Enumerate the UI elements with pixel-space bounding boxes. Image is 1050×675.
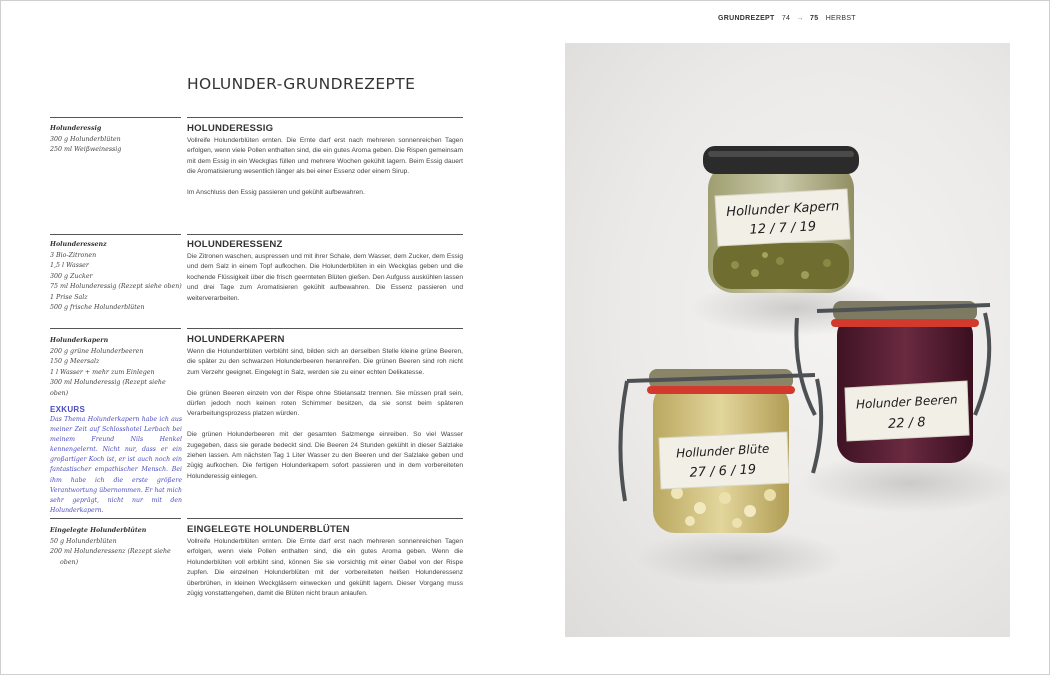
ingredient-title: Eingelegte Holunderblüten <box>50 527 147 534</box>
jar-label-text: 12 / 7 / 19 <box>749 219 817 238</box>
recipe-paragraph: Die Zitronen waschen, auspressen und mit ihrer Schale, dem Wasser, dem Zucker, dem Essig und dem Salz in einem Topf aufkochen. Die Holunderblüten in ein Weckglas geben und die kochende Flüssigkeit über die frisch geernteten Blüten gießen. Den Aufguss auskühlen lassen und drei Tage zum Aromatisieren gekühlt aufbewahren. Die Essenz passieren und weiterverarbeiten. <box>187 253 463 302</box>
ingredient-line: 1 l Wasser + mehr zum Einlegen <box>50 368 155 376</box>
ingredient-title: Holunderkapern <box>50 337 109 344</box>
divider <box>50 328 181 329</box>
divider <box>187 328 463 329</box>
page-title: HOLUNDER-GRUNDREZEPTE <box>187 75 416 93</box>
ingredient-line: 1,5 l Wasser <box>50 262 89 269</box>
divider <box>187 234 463 235</box>
divider <box>187 518 463 519</box>
recipe-title: HOLUNDERKAPERN <box>187 334 285 345</box>
ingredient-line: 300 g Zucker <box>50 272 93 280</box>
recipe-holunderessenz <box>187 239 463 314</box>
recipe-paragraph: Wenn die Holunderblüten verblüht sind, bilden sich an derselben Stelle kleine grüne Beeren, die später zu den schwarzen Holunderbeeren heranreifen. Die grünen Beeren sind roh nicht zum Verzehr geeignet. Eingelegt in Salz, werden sie zu einer echten Delikatesse. <box>187 348 463 376</box>
recipe-title: EINGELEGTE HOLUNDERBLÜTEN <box>187 524 350 535</box>
jar-blossoms <box>620 369 821 533</box>
jar-lid <box>703 146 859 174</box>
jar-label-text: Holunder Beeren <box>855 392 958 412</box>
divider <box>50 234 181 235</box>
arrow-icon: → <box>796 15 804 22</box>
ingredient-title: Holunderessig <box>50 125 102 132</box>
ingredients-holunderessig <box>50 124 182 156</box>
ingredient-line: oben) <box>60 558 79 566</box>
jar-capers <box>703 146 859 293</box>
ingredient-line: 150 g Meersalz <box>50 358 100 365</box>
ingredient-line: 50 g Holunderblüten <box>50 537 117 545</box>
ingredient-line: 200 ml Holunderessenz (Rezept siehe <box>50 548 171 555</box>
section-label: GRUNDREZEPT <box>718 15 775 22</box>
jar-label <box>659 432 789 489</box>
ingredient-line: 200 g grüne Holunderbeeren <box>50 347 144 355</box>
recipe-paragraph: Vollreife Holunderblüten ernten. Die Ernte darf erst nach mehreren sonnenreichen Tagen erfolgen, wenn viele Pollen enthalten sind, die ein gutes Aroma geben. Die Rispen gemeinsam mit dem Essig in ein Weckglas füllen und mehrere Wochen gekühlt lagern. Beim Essig dauert die Aromatisierung wesentlich länger als bei einer Essenz oder einem Sirup. <box>187 137 463 176</box>
exkurs-box <box>50 405 182 516</box>
divider <box>50 518 181 519</box>
running-header <box>718 15 856 22</box>
recipe-paragraph: Die grünen Beeren einzeln von der Rispe ohne Stielansatz trennen. Sie müssen prall sein, dürfen jedoch noch keinen roten Schimmer besitzen, da sie sonst beim späteren Verarbeitungsprozess platzen würden. <box>187 389 463 418</box>
page-number-left: 74 <box>781 15 791 22</box>
jar-photo <box>565 43 1010 637</box>
ingredients-holunderessenz <box>50 240 182 314</box>
jar-label-text: 27 / 6 / 19 <box>689 462 757 481</box>
exkurs-title: EXKURS <box>50 405 86 414</box>
jar-label-text: Hollunder Kapern <box>725 199 840 220</box>
ingredient-line: 1 Prise Salz <box>50 293 88 301</box>
recipe-holunderkapern <box>187 334 463 493</box>
ingredients-eingelegte-holunderblueten <box>50 526 182 568</box>
divider <box>50 117 181 118</box>
ingredient-line: 250 ml Weißweinessig <box>50 146 122 153</box>
ingredients-holunderkapern <box>50 336 182 399</box>
ingredient-line: 75 ml Holunderessig (Rezept siehe oben) <box>50 283 182 290</box>
page-number-right: 75 <box>810 15 819 22</box>
shadow <box>635 530 845 586</box>
jars-illustration <box>565 43 1010 637</box>
jar-label-text: Hollunder Blüte <box>675 441 770 461</box>
exkurs-text: Das Thema Holunderkapern habe ich aus meiner Zeit auf Schlosshotel Lerbach bei meinem Freund Nils Henkel kennengelernt. Nicht nur, dass er ein großartiger Koch ist, er ist auch noch ein fantastischer empathischer Mensch. Bei ihm habe ich die erste größere Verantwortung übernommen. Er hat mich sehr geprägt, nicht nur mit den Holunderkapern. <box>50 416 182 514</box>
recipe-paragraph: Im Anschluss den Essig passieren und gekühlt aufbewahren. <box>187 189 365 197</box>
ingredient-line: 300 g Holunderblüten <box>50 135 121 143</box>
divider <box>187 117 463 118</box>
recipe-title: HOLUNDERESSIG <box>187 123 274 134</box>
rubber-ring <box>831 319 979 327</box>
jar-label-text: 22 / 8 <box>887 415 926 432</box>
ingredient-line: 3 Bio-Zitronen <box>50 251 97 259</box>
rubber-ring <box>647 386 795 394</box>
recipe-paragraph: Vollreife Holunderblüten ernten. Die Ernte darf erst nach mehreren sonnenreichen Tagen erfolgen, wenn viele Pollen enthalten sind, die ein gutes Aroma geben. Wenn die Holunderblüten voll erblüht sind, können Sie sie vorsichtig mit einer Gabel von der Rispe zupfen. Die einzelnen Holunderblüten mit der vorbereiteten heißen Holunderessenz überbrühen, in kleinen Weckgläsern einwecken und gekühlt lagern. Dieser Vorgang muss zügig vonstattengehen, damit die Blüten nicht braun anlaufen. <box>187 538 463 598</box>
ingredient-line: 500 g frische Holunderblüten <box>50 304 145 311</box>
season-label: HERBST <box>825 15 856 22</box>
recipe-paragraph: Die grünen Holunderbeeren mit der gesamten Salzmenge einreiben. So viel Wasser zugegeben, dass sie gerade bedeckt sind. Die Beeren 24 Stunden gekühlt in dieser Salzlake ziehen lassen. Am nächsten Tag 1 Liter Wasser zu den Beeren und der Salzlake geben und zügig aufkochen. Die fertigen Holunderkapern sofort passieren und in dem vorbereiteten Holunderessig einlegen. <box>187 431 463 480</box>
recipe-holunderessig <box>187 123 463 209</box>
ingredient-title: Holunderessenz <box>50 241 107 248</box>
recipe-eingelegte-holunderblueten <box>187 524 463 610</box>
ingredient-line: 300 ml Holunderessig (Rezept siehe oben) <box>50 379 166 397</box>
recipe-title: HOLUNDERESSENZ <box>187 239 283 250</box>
